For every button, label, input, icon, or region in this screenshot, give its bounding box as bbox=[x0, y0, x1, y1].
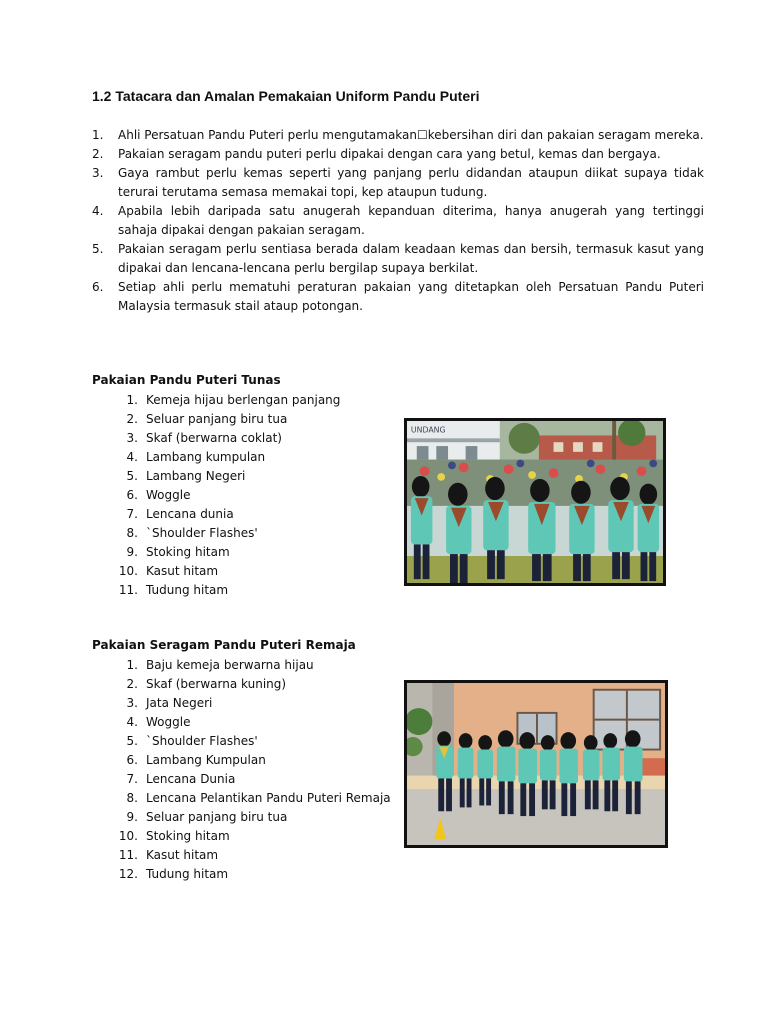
list-item bbox=[110, 562, 340, 581]
uniform-rules-list bbox=[92, 126, 704, 316]
item-number: 2. bbox=[126, 677, 138, 691]
item-text: Tudung hitam bbox=[146, 867, 229, 881]
item-number: 7. bbox=[126, 772, 138, 786]
item-text: Kemeja hijau berlengan panjang bbox=[146, 393, 341, 407]
list-item bbox=[110, 429, 340, 448]
item-text: Lencana dunia bbox=[146, 507, 234, 521]
item-text: Baju kemeja berwarna hijau bbox=[146, 658, 314, 672]
item-number: 11. bbox=[118, 848, 138, 862]
item-text: Seluar panjang biru tua bbox=[146, 810, 288, 824]
rule-item bbox=[92, 202, 704, 240]
tunas-parade-photo bbox=[404, 418, 666, 586]
item-text: Kasut hitam bbox=[146, 848, 219, 862]
item-number: 6. bbox=[126, 488, 138, 502]
item-number: 4. bbox=[126, 715, 138, 729]
list-item bbox=[110, 713, 391, 732]
item-text: Stoking hitam bbox=[146, 545, 230, 559]
remaja-parade-photo bbox=[404, 680, 668, 848]
item-number: 8. bbox=[126, 791, 138, 805]
rule-item bbox=[92, 126, 704, 145]
item-text: Lambang Negeri bbox=[146, 469, 246, 483]
item-text: Skaf (berwarna kuning) bbox=[146, 677, 287, 691]
item-text: Seluar panjang biru tua bbox=[146, 412, 288, 426]
list-item bbox=[110, 789, 391, 808]
list-item bbox=[110, 486, 340, 505]
tunas-section-title: Pakaian Pandu Puteri Tunas bbox=[92, 373, 281, 387]
item-number: 6. bbox=[126, 753, 138, 767]
item-text: Tudung hitam bbox=[146, 583, 229, 597]
item-number: 5. bbox=[126, 734, 138, 748]
list-item bbox=[110, 543, 340, 562]
list-item bbox=[110, 808, 391, 827]
list-item bbox=[110, 732, 391, 751]
tunas-parade-illustration bbox=[407, 421, 663, 583]
item-number: 1. bbox=[126, 658, 138, 672]
item-number: 2. bbox=[126, 412, 138, 426]
item-text: Lambang Kumpulan bbox=[146, 753, 266, 767]
item-text: Woggle bbox=[146, 715, 191, 729]
item-text: Jata Negeri bbox=[146, 696, 213, 710]
list-item bbox=[110, 865, 391, 884]
item-text: Woggle bbox=[146, 488, 191, 502]
remaja-items-list bbox=[110, 656, 391, 884]
rule-text: Apabila lebih daripada satu anugerah kepanduan diterima, hanya anugerah yang tertinggi sahaja dipakai dengan pakaian seragam. bbox=[118, 204, 704, 237]
rule-text: Gaya rambut perlu kemas seperti yang panjang perlu didandan ataupun diikat supaya tidak terurai terutama semasa memakai topi, kep ataupun tudung. bbox=[118, 166, 704, 199]
item-number: 9. bbox=[126, 545, 138, 559]
list-item bbox=[110, 467, 340, 486]
item-number: 8. bbox=[126, 526, 138, 540]
item-number: 5. bbox=[126, 469, 138, 483]
list-item bbox=[110, 846, 391, 865]
tunas-items-list bbox=[110, 391, 340, 600]
item-text: Lencana Pelantikan Pandu Puteri Remaja bbox=[146, 791, 391, 805]
list-item bbox=[110, 827, 391, 846]
item-text: `Shoulder Flashes' bbox=[146, 526, 258, 540]
rule-item bbox=[92, 145, 704, 164]
rule-text: Ahli Persatuan Pandu Puteri perlu mengutamakan☐kebersihan diri dan pakaian seragam mereka. bbox=[118, 128, 704, 142]
remaja-parade-illustration bbox=[407, 683, 665, 845]
rule-number: 1. bbox=[92, 128, 104, 142]
rule-item bbox=[92, 278, 704, 316]
item-number: 4. bbox=[126, 450, 138, 464]
section-heading: 1.2 Tatacara dan Amalan Pemakaian Uniform Pandu Puteri bbox=[92, 88, 480, 104]
item-text: `Shoulder Flashes' bbox=[146, 734, 258, 748]
item-number: 7. bbox=[126, 507, 138, 521]
list-item bbox=[110, 770, 391, 789]
list-item bbox=[110, 581, 340, 600]
list-item bbox=[110, 656, 391, 675]
list-item bbox=[110, 751, 391, 770]
rule-item bbox=[92, 240, 704, 278]
list-item bbox=[110, 524, 340, 543]
rule-number: 2. bbox=[92, 147, 104, 161]
item-text: Kasut hitam bbox=[146, 564, 219, 578]
rule-number: 6. bbox=[92, 280, 104, 294]
item-number: 3. bbox=[126, 431, 138, 445]
rule-text: Pakaian seragam pandu puteri perlu dipakai dengan cara yang betul, kemas dan bergaya. bbox=[118, 147, 661, 161]
list-item bbox=[110, 505, 340, 524]
rule-number: 3. bbox=[92, 166, 104, 180]
list-item bbox=[110, 694, 391, 713]
rule-item bbox=[92, 164, 704, 202]
list-item bbox=[110, 448, 340, 467]
remaja-section-title: Pakaian Seragam Pandu Puteri Remaja bbox=[92, 638, 356, 652]
item-number: 3. bbox=[126, 696, 138, 710]
item-text: Lencana Dunia bbox=[146, 772, 236, 786]
item-number: 10. bbox=[118, 829, 138, 843]
item-text: Skaf (berwarna coklat) bbox=[146, 431, 282, 445]
list-item bbox=[110, 410, 340, 429]
building-sign-text: UNDANG bbox=[410, 425, 446, 435]
item-number: 12. bbox=[118, 867, 138, 881]
list-item bbox=[110, 391, 340, 410]
rule-number: 4. bbox=[92, 204, 104, 218]
item-number: 1. bbox=[126, 393, 138, 407]
rule-text: Setiap ahli perlu mematuhi peraturan pakaian yang ditetapkan oleh Persatuan Pandu Puteri Malaysia termasuk stail ataup potongan. bbox=[118, 280, 704, 313]
list-item bbox=[110, 675, 391, 694]
item-number: 10. bbox=[118, 564, 138, 578]
item-number: 11. bbox=[118, 583, 138, 597]
item-text: Stoking hitam bbox=[146, 829, 230, 843]
rule-number: 5. bbox=[92, 242, 104, 256]
item-text: Lambang kumpulan bbox=[146, 450, 266, 464]
rule-text: Pakaian seragam perlu sentiasa berada dalam keadaan kemas dan bersih, termasuk kasut yang dipakai dan lencana-lencana perlu bergilap supaya berkilat. bbox=[118, 242, 704, 275]
item-number: 9. bbox=[126, 810, 138, 824]
